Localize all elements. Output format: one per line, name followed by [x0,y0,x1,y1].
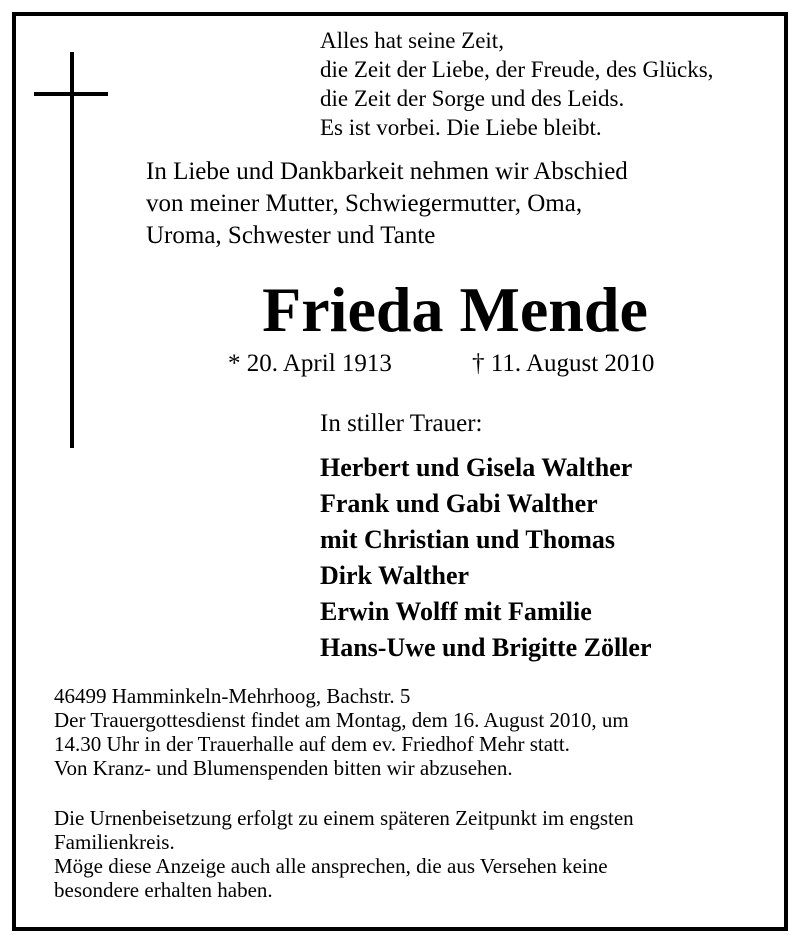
closing-text [54,806,634,902]
poem-line: Alles hat seine Zeit, [320,28,504,53]
poem-line: die Zeit der Sorge und des Leids. [320,86,625,111]
mourner: mit Christian und Thomas [320,525,615,554]
closing-line: Möge diese Anzeige auch alle ansprechen, die aus Versehen keine [54,854,608,878]
closing-line: Die Urnenbeisetzung erfolgt zu einem späteren Zeitpunkt im engsten [54,806,634,830]
mourner: Frank und Gabi Walther [320,489,598,518]
cross-icon [70,52,74,448]
deceased-name: Frieda Mende [262,274,648,345]
info-line: 46499 Hamminkeln-Mehrhoog, Bachstr. 5 [54,684,411,708]
intro-line: In Liebe und Dankbarkeit nehmen wir Abschied [146,158,628,185]
mourner: Hans-Uwe und Brigitte Zöller [320,633,652,662]
closing-line: besondere erhalten haben. [54,878,273,902]
intro-text [146,156,628,252]
mourner: Dirk Walther [320,561,470,590]
intro-line: von meiner Mutter, Schwiegermutter, Oma, [146,190,583,217]
mourners-list [320,450,652,666]
info-line: Der Trauergottesdienst findet am Montag, dem 16. August 2010, um [54,708,629,732]
info-line: 14.30 Uhr in der Trauerhalle auf dem ev. Friedhof Mehr statt. [54,732,570,756]
poem-line: die Zeit der Liebe, der Freude, des Glücks, [320,57,714,82]
mourning-heading: In stiller Trauer: [320,410,483,437]
obituary-notice [12,12,788,931]
info-line: Von Kranz- und Blumenspenden bitten wir abzusehen. [54,756,513,780]
service-info [54,684,629,780]
birth-date: * 20. April 1913 [228,350,392,377]
mourner: Herbert und Gisela Walther [320,453,633,482]
intro-line: Uroma, Schwester und Tante [146,222,436,249]
closing-line: Familienkreis. [54,830,175,854]
poem-line: Es ist vorbei. Die Liebe bleibt. [320,115,602,140]
death-date: † 11. August 2010 [472,350,655,377]
mourner: Erwin Wolff mit Familie [320,597,592,626]
poem [320,26,713,142]
cross-icon-bar [34,92,108,96]
